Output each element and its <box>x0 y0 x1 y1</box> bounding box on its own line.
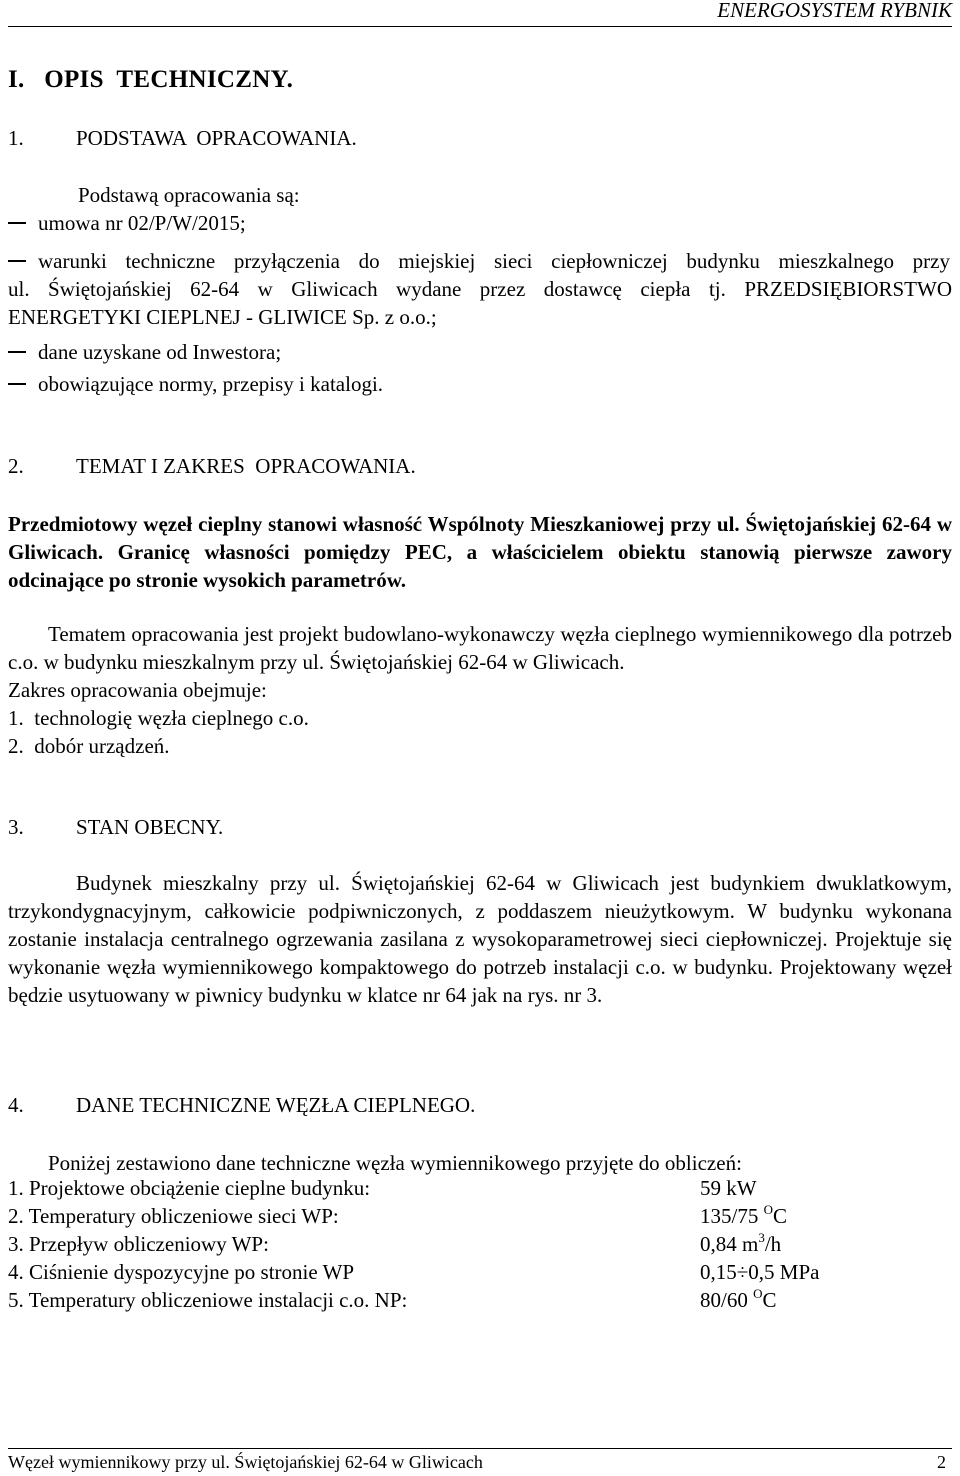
data-row-value: 0,15÷0,5 MPa <box>700 1260 820 1284</box>
data-row-value: 135/75 $^O$C <box>700 1202 787 1228</box>
section4-intro: Poniżej zestawiono dane techniczne węzła wymiennikowego przyjęte do obliczeń: <box>48 1151 742 1175</box>
list-item <box>8 211 246 236</box>
section2-title: TEMAT I ZAKRES OPRACOWANIA. <box>76 454 416 478</box>
page-number: 2 <box>937 1452 946 1472</box>
section1-number: 1. <box>8 126 24 150</box>
dash-icon <box>8 249 38 274</box>
section2-bold-paragraph: Przedmiotowy węzeł cieplny stanowi własność Wspólnoty Mieszkaniowej przy ul. Świętojańskiej 62-64 w Gliwicach. Granicę własności pomiędzy PEC, a właścicielem obiektu stanowią pierwsze zawory odcinające po stronie wysokich parametrów. <box>8 512 952 592</box>
dash-icon <box>8 211 38 236</box>
scope-item: 1. technologię węzła cieplnego c.o. <box>8 706 309 730</box>
section3-paragraph: Budynek mieszkalny przy ul. Świętojańskiej 62-64 w Gliwicach jest budynkiem dwuklatkowym, trzykondygnacyjnym, całkowicie podpiwniczonych, z poddaszem nieużytkowym. W budynku wykonana zostanie instalacja centralnego ogrzewania zasilana z wysokoparametrowej sieci ciepłowniczej. Projektuje się wykonanie węzła wymiennikowego kompaktowego do potrzeb instalacji c.o. w budynku. Projektowany węzeł będzie usytuowany w piwnicy budynku w klatce nr 64 jak na rys. nr 3. <box>8 871 952 1007</box>
data-row-label: 1. Projektowe obciążenie cieplne budynku: <box>8 1176 371 1200</box>
list-item-text: obowiązujące normy, przepisy i katalogi. <box>38 372 384 396</box>
data-row-label: 3. Przepływ obliczeniowy WP: <box>8 1232 269 1256</box>
list-item <box>8 249 950 274</box>
list-item-text: warunki techniczne przyłączenia do miejskiej sieci ciepłowniczej budynku mieszkalnego przy <box>38 249 950 273</box>
data-row <box>8 1232 781 1257</box>
list-item-continuation: ul. Świętojańskiej 62-64 w Gliwicach wydane przez dostawcę ciepła tj. PRZEDSIĘBIORSTWO <box>8 277 952 301</box>
data-row-value: 59 kW <box>700 1176 757 1200</box>
dash-icon <box>8 372 38 397</box>
footer-rule <box>8 1448 952 1449</box>
chapter-title: I. OPIS TECHNICZNY. <box>8 66 294 93</box>
dash-icon <box>8 340 38 365</box>
header-company: ENERGOSYSTEM RYBNIK <box>717 0 952 22</box>
scope-intro: Zakres opracowania obejmuje: <box>8 678 267 702</box>
data-row-label: 5. Temperatury obliczeniowe instalacji c.o. NP: <box>8 1288 408 1312</box>
list-item-text: dane uzyskane od Inwestora; <box>38 340 282 364</box>
data-row <box>8 1176 757 1201</box>
data-row-label: 2. Temperatury obliczeniowe sieci WP: <box>8 1204 339 1228</box>
list-item-text: umowa nr 02/P/W/2015; <box>38 211 246 235</box>
section4-heading <box>8 1093 475 1118</box>
scope-item: 2. dobór urządzeń. <box>8 734 170 758</box>
section3-number: 3. <box>8 815 24 839</box>
section1-intro: Podstawą opracowania są: <box>78 183 300 207</box>
list-item <box>8 340 281 365</box>
header-rule <box>8 26 952 27</box>
section4-title: DANE TECHNICZNE WĘZŁA CIEPLNEGO. <box>76 1093 476 1117</box>
section2-heading <box>8 454 416 479</box>
data-row <box>8 1260 819 1285</box>
data-row <box>8 1204 787 1229</box>
section3-title: STAN OBECNY. <box>76 815 224 839</box>
section1-heading <box>8 126 357 151</box>
section1-title: PODSTAWA OPRACOWANIA. <box>76 126 357 150</box>
list-item-continuation: ENERGETYKI CIEPLNEJ - GLIWICE Sp. z o.o.; <box>8 305 437 329</box>
section4-number: 4. <box>8 1093 24 1117</box>
section2-number: 2. <box>8 454 24 478</box>
data-row-label: 4. Ciśnienie dyspozycyjne po stronie WP <box>8 1260 355 1284</box>
section2-paragraph: Tematem opracowania jest projekt budowlano-wykonawczy węzła cieplnego wymiennikowego dla potrzeb c.o. w budynku mieszkalnym przy ul. Świętojańskiej 62-64 w Gliwicach. <box>8 622 952 674</box>
divide-icon: ÷ <box>736 1260 749 1284</box>
list-item <box>8 372 383 397</box>
section3-heading <box>8 815 223 840</box>
data-row <box>8 1288 777 1313</box>
data-row-value: 0,84 $m^3/h$ <box>700 1230 782 1256</box>
footer-text: Węzeł wymiennikowy przy ul. Świętojańskiej 62-64 w Gliwicach <box>8 1452 483 1472</box>
data-row-value: 80/60 $^O$C <box>700 1286 777 1312</box>
